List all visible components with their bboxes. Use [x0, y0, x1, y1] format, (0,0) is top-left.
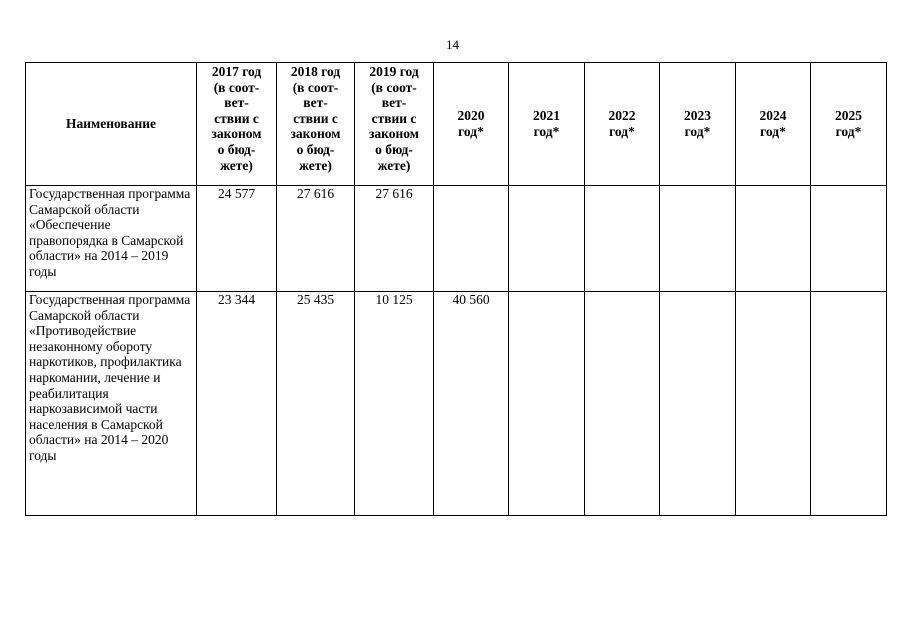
program-name-cell: Государственная программа Самарской области «Противодействие незаконному обороту наркотиков, профилактика наркомании, лечение и реабилитация наркозависимой части населения в Самарской области» на 2014 – 2020 годы [26, 292, 197, 516]
value-cell-2024 [736, 292, 811, 516]
value-cell-2021 [509, 292, 585, 516]
header-cell-2018: 2018 год (в соот- вет- ствии с законом о бюд- жете) [277, 63, 355, 186]
table-header-row [26, 63, 887, 186]
header-cell-name: Наименование [26, 63, 197, 186]
value-cell-2017: 23 344 [197, 292, 277, 516]
table-row [26, 186, 887, 292]
header-cell-2022: 2022 год* [585, 63, 660, 186]
value-cell-2025 [811, 186, 887, 292]
value-cell-2023 [660, 186, 736, 292]
value-cell-2022 [585, 292, 660, 516]
value-cell-2023 [660, 292, 736, 516]
page-number: 14 [446, 37, 459, 52]
value-cell-2017: 24 577 [197, 186, 277, 292]
value-cell-2019: 10 125 [355, 292, 434, 516]
header-cell-2017: 2017 год (в соот- вет- ствии с законом о бюд- жете) [197, 63, 277, 186]
value-cell-2021 [509, 186, 585, 292]
value-cell-2022 [585, 186, 660, 292]
value-cell-2020 [434, 186, 509, 292]
value-cell-2024 [736, 186, 811, 292]
header-cell-2021: 2021 год* [509, 63, 585, 186]
budget-table [25, 62, 887, 516]
program-name-cell: Государственная программа Самарской области «Обеспечение правопорядка в Самарской области» на 2014 – 2019 годы [26, 186, 197, 292]
value-cell-2019: 27 616 [355, 186, 434, 292]
header-cell-2024: 2024 год* [736, 63, 811, 186]
value-cell-2018: 27 616 [277, 186, 355, 292]
header-cell-2020: 2020 год* [434, 63, 509, 186]
header-cell-2025: 2025 год* [811, 63, 887, 186]
value-cell-2020: 40 560 [434, 292, 509, 516]
header-cell-2023: 2023 год* [660, 63, 736, 186]
table-row [26, 292, 887, 516]
value-cell-2018: 25 435 [277, 292, 355, 516]
value-cell-2025 [811, 292, 887, 516]
header-cell-2019: 2019 год (в соот- вет- ствии с законом о бюд- жете) [355, 63, 434, 186]
